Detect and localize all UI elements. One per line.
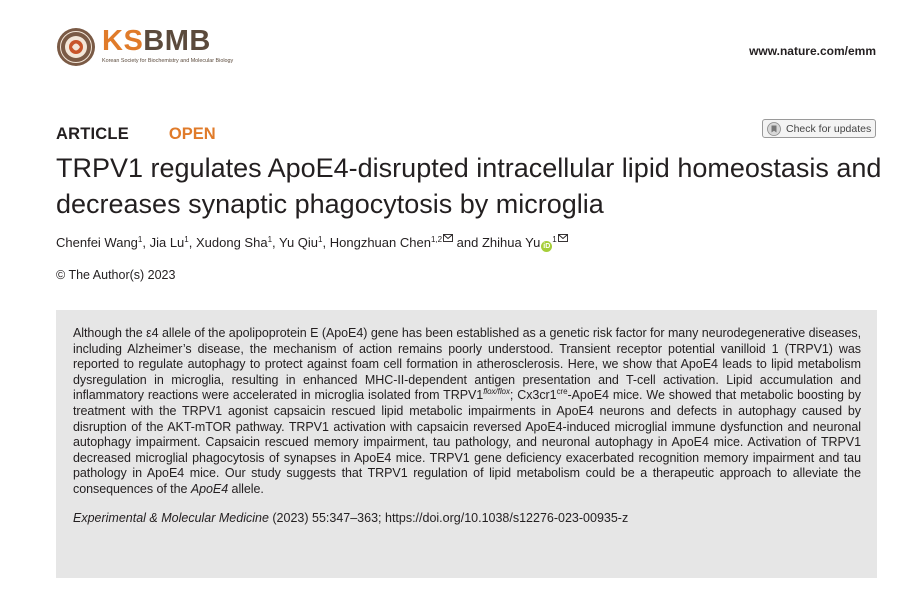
- author-list: Chenfei Wang$^1$, Jia Lu$^1$, Xudong Sha$^1$, Yu Qiu$^1$, Hongzhuan Chen$^{1,2}$ and Zhihua Yu $iD^1$: [56, 234, 568, 252]
- abstract-text: Although the ε4 allele of the apolipoprotein E (ApoE4) gene has been established as a genetic risk factor for many neurodegenerative diseases, including Alzheimer’s disease, the mechanism of action remains poorly understood. Transient receptor potential vanilloid 1 (TRPV1) was reported to regulate autophagy to protect against foam cell formation in atherosclerosis. Here, we show that ApoE4 leads to lipid metabolism dysregulation in microglia, resulting in enhanced MHC-II-dependent antigen presentation and T-cell activation. Lipid accumulation and inflammatory reactions were accelerated in microglia isolated from $TRPV1^{flox/flox}$; $Cx3cr1^{cre}-ApoE4$ mice. We showed that metabolic boosting by treatment with the TRPV1 agonist capsaicin rescued lipid metabolic impairments in ApoE4 neurons and defects in autophagy caused by disruption of the AKT-mTOR pathway. TRPV1 activation with capsaicin reversed ApoE4-induced microglial immune dysfunction and neuronal autophagy impairment. Capsaicin rescued memory impairment, tau pathology, and neuronal autophagy in ApoE4 mice. Activation of TRPV1 decreased microglial phagocytosis of synapses in ApoE4 mice. TRPV1 gene deficiency exacerbated recognition memory impairment and tau pathology in ApoE4 mice. Our study suggests that TRPV1 regulation of lipid metabolism could be a therapeutic approach to alleviate the consequences of the ApoE4 allele.: [73, 326, 862, 496]
- logo-subtitle: Korean Society for Biochemistry and Molecular Biology: [102, 58, 234, 64]
- author-affiliation: 1: [184, 235, 189, 244]
- citation-line: [73, 511, 861, 525]
- ksbmb-seal-icon: [56, 27, 96, 67]
- author-affiliation: 1,2: [430, 235, 443, 244]
- author-name[interactable]: Xudong Sha: [195, 235, 268, 250]
- open-access-label: OPEN: [168, 125, 216, 143]
- article-title: TRPV1 regulates ApoE4-disrupted intracellular lipid homeostasis and decreases synaptic phagocytosis by microglia: [56, 153, 882, 219]
- logo-ks: KS: [102, 25, 144, 57]
- logo-bmb: BMB: [143, 25, 211, 57]
- journal-url-link[interactable]: www.nature.com/emm: [749, 44, 876, 58]
- citation-doi[interactable]: (2023) 55:347–363; https://doi.org/10.1038/s12276-023-00935-z: [268, 510, 629, 525]
- email-icon[interactable]: [443, 234, 453, 242]
- author-name[interactable]: Zhihua Yu: [481, 235, 541, 250]
- check-updates-icon: [767, 122, 781, 136]
- author-affiliation: 1: [137, 235, 143, 244]
- check-for-updates-button[interactable]: [762, 119, 876, 138]
- copyright-notice: © The Author(s) 2023: [56, 268, 176, 282]
- abstract-box: [56, 310, 877, 578]
- author-affiliation: 1: [267, 235, 273, 244]
- logo-wordmark: [102, 26, 233, 64]
- author-name[interactable]: Hongzhuan Chen: [329, 235, 431, 250]
- author-affiliation: 1: [318, 235, 323, 244]
- check-updates-label: Check for updates: [786, 122, 872, 135]
- page-header: [0, 0, 922, 80]
- orcid-icon[interactable]: iD: [543, 243, 551, 250]
- author-name[interactable]: Chenfei Wang: [56, 235, 138, 250]
- email-icon[interactable]: [558, 234, 568, 242]
- article-type-row: [56, 125, 216, 144]
- citation-journal: Experimental & Molecular Medicine: [73, 510, 269, 525]
- author-name[interactable]: Yu Qiu: [279, 235, 319, 250]
- author-affiliation: 1: [552, 235, 557, 244]
- article-type: ARTICLE: [56, 125, 129, 143]
- author-name[interactable]: Jia Lu: [149, 235, 185, 250]
